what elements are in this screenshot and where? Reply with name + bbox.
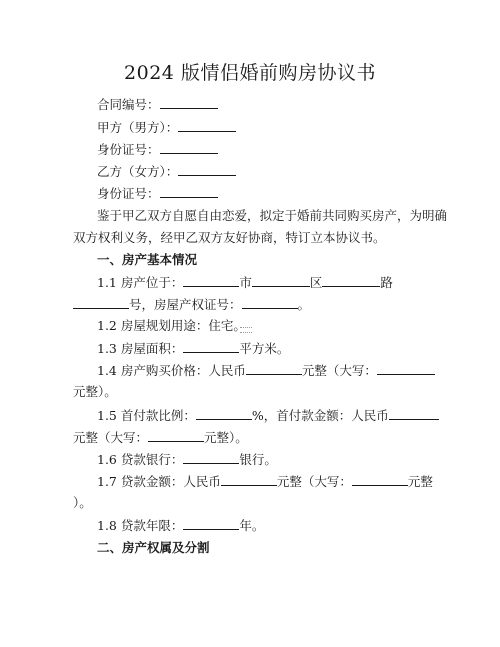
item-1-7-label: 1.7 贷款金额：人民币 [97, 474, 221, 489]
party-a-id-blank [160, 141, 218, 154]
contract-number-label: 合同编号： [97, 97, 160, 112]
loan-uppercase-unit: 元整 [407, 474, 433, 489]
down-payment-amount-label: %，首付款金额：人民币 [251, 408, 389, 423]
city-blank [183, 274, 239, 287]
bank-blank [183, 451, 239, 464]
item-1-7-line-2: ）。 [73, 495, 92, 510]
district-label: 区 [309, 275, 323, 290]
party-b-id-blank [160, 185, 218, 198]
scan-mark [240, 327, 252, 333]
down-payment-uppercase-blank [148, 429, 204, 442]
party-a-label: 甲方（男方）： [97, 120, 179, 135]
party-b-label: 乙方（女方）： [97, 164, 179, 179]
road-blank [322, 274, 380, 287]
intro-line-1: 鉴于甲乙双方自愿自由恋爱，拟定于婚前共同购买房产，为明确 [97, 208, 448, 223]
loan-term-unit: 年。 [239, 518, 265, 533]
section-1-heading: 一、房产基本情况 [97, 252, 198, 267]
document-title: 2024 版情侣婚前购房协议书 [124, 62, 376, 84]
party-b-blank [178, 163, 236, 176]
price-uppercase-blank [377, 362, 435, 375]
item-1-3-label: 1.3 房屋面积： [97, 341, 184, 356]
contract-number-field [97, 96, 218, 113]
item-1-5-label: 1.5 首付款比例： [97, 408, 196, 423]
item-1-4-line-2: 元整）。 [73, 384, 117, 399]
district-blank [252, 274, 310, 287]
down-payment-uppercase-label: 元整（大写： [73, 430, 149, 445]
down-payment-end: 元整）。 [204, 430, 248, 445]
item-1-6-label: 1.6 贷款银行： [97, 452, 184, 467]
party-b-field [97, 163, 236, 180]
item-1-1-line-1 [97, 274, 393, 291]
party-a-blank [178, 119, 236, 132]
item-1-1-label: 1.1 房产位于： [97, 275, 184, 290]
price-uppercase-label: 元整（大写： [301, 363, 377, 378]
price-blank [246, 362, 302, 375]
down-payment-ratio-blank [196, 407, 252, 420]
item-1-7-line-1 [97, 473, 433, 490]
item-1-5-line-2 [73, 429, 248, 446]
area-unit: 平方米。 [239, 341, 290, 356]
item-1-5-line-1 [97, 407, 439, 424]
loan-uppercase-blank [352, 473, 408, 486]
item-1-8-label: 1.8 贷款年限： [97, 518, 184, 533]
item-1-1-line-2 [73, 296, 310, 313]
city-label: 市 [239, 275, 252, 290]
party-b-id-label: 身份证号： [97, 186, 160, 201]
item-1-3 [97, 340, 289, 357]
loan-amount-blank [221, 473, 277, 486]
item-1-6 [97, 451, 277, 468]
item-1-4-label: 1.4 房产购买价格：人民币 [97, 363, 246, 378]
party-b-id-field [97, 185, 218, 202]
party-a-id-field [97, 141, 218, 158]
intro-line-2: 双方权利义务，经甲乙双方友好协商，特订立本协议书。 [73, 230, 386, 245]
area-blank [183, 340, 239, 353]
section-2-heading: 二、房产权属及分割 [97, 540, 210, 555]
item-1-1-end: 。 [297, 297, 311, 312]
party-a-id-label: 身份证号： [97, 142, 160, 157]
loan-uppercase-label: 元整（大写： [276, 474, 352, 489]
contract-number-blank [160, 96, 218, 109]
certificate-blank [242, 296, 298, 309]
item-1-4-line-1 [97, 362, 435, 379]
road-label: 路 [380, 275, 393, 290]
number-blank [73, 296, 129, 309]
party-a-field [97, 119, 236, 136]
bank-suffix: 银行。 [239, 452, 277, 467]
certificate-label: 号，房屋产权证号： [129, 297, 242, 312]
item-1-8 [97, 517, 264, 534]
item-1-2: 1.2 房屋规划用途：住宅。 [97, 318, 246, 333]
down-payment-amount-blank [389, 407, 439, 420]
loan-term-blank [183, 517, 239, 530]
